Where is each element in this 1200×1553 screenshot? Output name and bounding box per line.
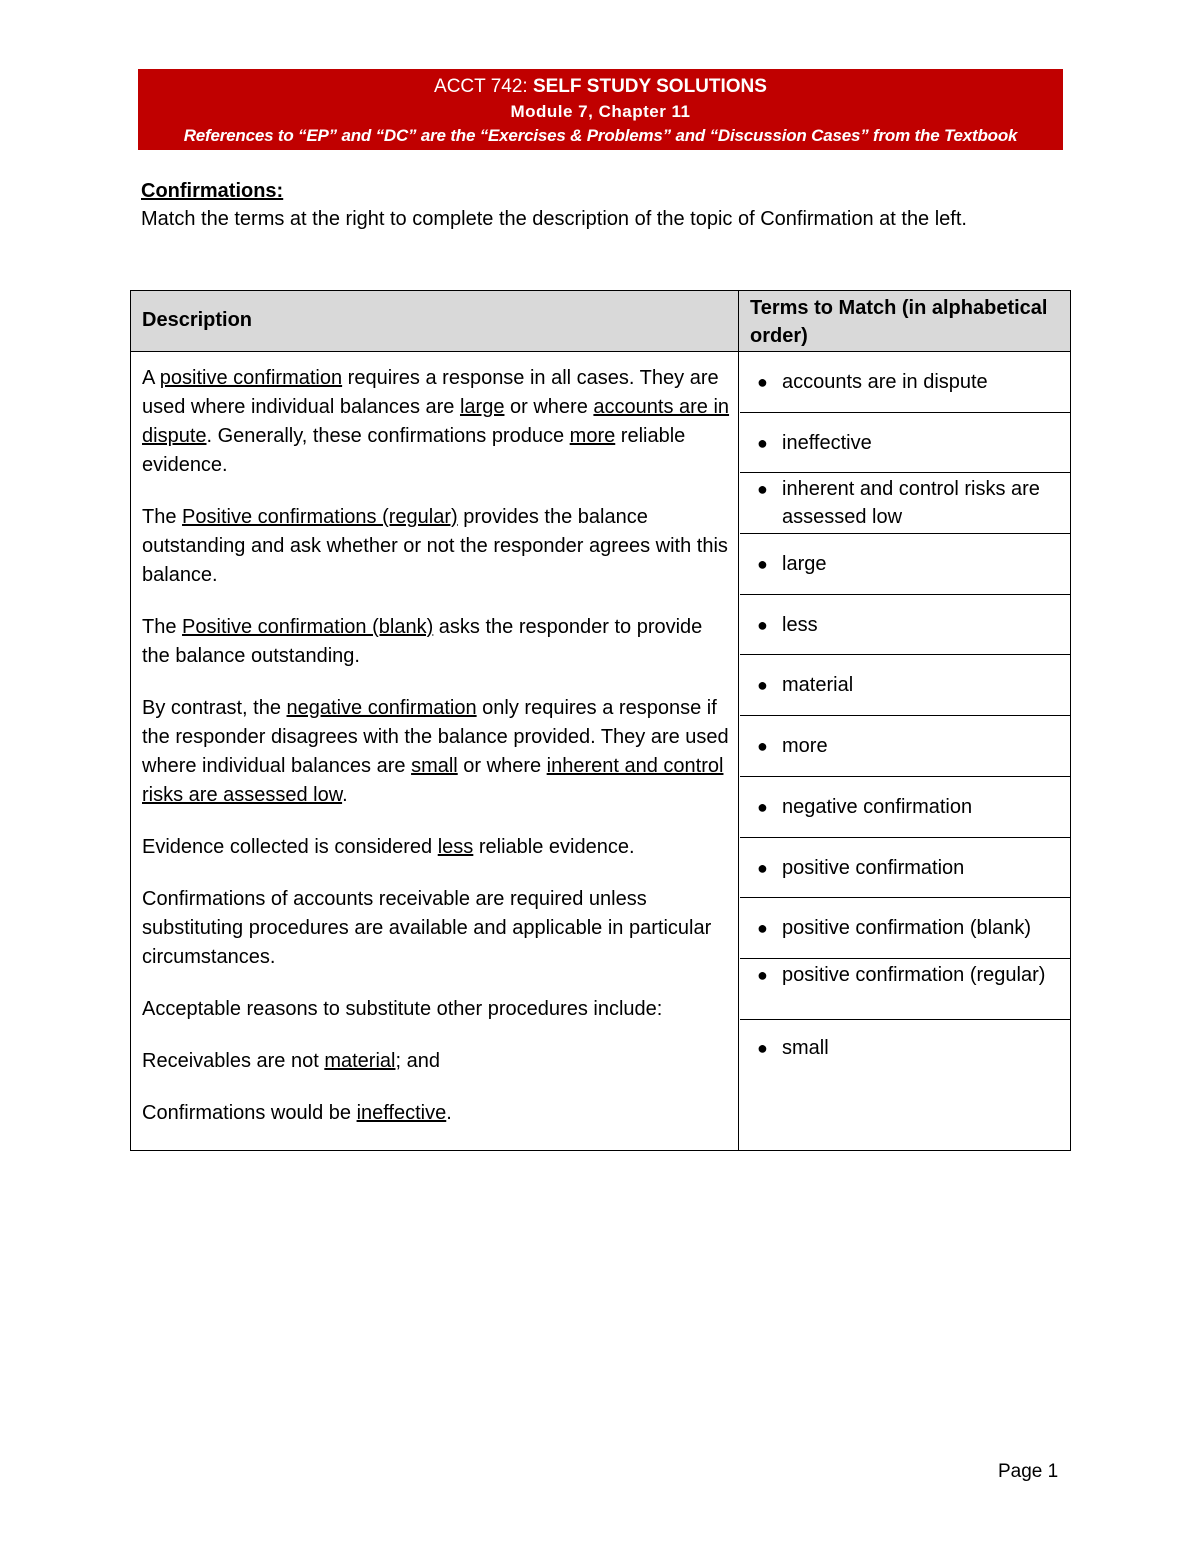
term-item xyxy=(740,595,1070,656)
term-label: less xyxy=(782,613,818,636)
bullet-icon: ● xyxy=(757,964,768,985)
module-subtitle: Module 7, Chapter 11 xyxy=(510,102,691,121)
term-item xyxy=(740,534,1070,595)
bullet-icon: ● xyxy=(757,857,768,878)
reference-note: References to “EP” and “DC” are the “Exercises & Problems” and “Discussion Cases” from the Textbook xyxy=(183,126,1018,145)
bullet-icon: ● xyxy=(757,554,768,575)
terms-list xyxy=(740,352,1070,1080)
term-label: large xyxy=(782,553,827,576)
course-code: ACCT 742: xyxy=(434,76,528,97)
bullet-icon: ● xyxy=(757,479,768,500)
page-number: Page 1 xyxy=(998,1461,1059,1482)
document-title: SELF STUDY SOLUTIONS xyxy=(532,76,767,97)
term-item xyxy=(740,413,1070,474)
description-paragraph: The Positive confirmations (regular) provides the balance outstanding and ask whether or not the responder agrees with this balance. xyxy=(142,506,728,586)
answer-term: large xyxy=(459,396,505,418)
term-label: negative confirmation xyxy=(782,795,973,818)
term-label: positive confirmation xyxy=(782,856,965,879)
column-divider xyxy=(738,291,739,1150)
description-paragraph: Evidence collected is considered less reliable evidence. xyxy=(142,836,635,858)
description-paragraph: A positive confirmation requires a response in all cases. They are used where individual balances are large or where accounts are in dispute. Generally, these confirmations produce more reliable evidence. xyxy=(142,367,730,476)
answer-term: negative confirmation xyxy=(286,697,477,719)
term-item xyxy=(740,777,1070,838)
term-label: inherent and control risks are assessed low xyxy=(782,478,1040,529)
description-cell xyxy=(142,364,732,1151)
description-paragraph: Acceptable reasons to substitute other procedures include: xyxy=(142,998,663,1020)
matching-table xyxy=(130,290,1071,1151)
header-banner xyxy=(138,69,1063,150)
term-label: material xyxy=(782,674,854,697)
term-label: positive confirmation (blank) xyxy=(782,917,1031,940)
answer-term: positive confirmation xyxy=(159,367,343,389)
term-item xyxy=(740,959,1070,1020)
term-item xyxy=(740,655,1070,716)
term-label: ineffective xyxy=(782,431,872,454)
answer-term: material xyxy=(324,1050,396,1072)
description-paragraph: Receivables are not material; and xyxy=(142,1050,440,1072)
bullet-icon: ● xyxy=(757,736,768,757)
term-label: more xyxy=(782,735,828,758)
answer-term: less xyxy=(437,836,474,858)
bullet-icon: ● xyxy=(757,675,768,696)
description-paragraph: The Positive confirmation (blank) asks the responder to provide the balance outstanding. xyxy=(142,616,703,667)
column-header-terms: Terms to Match (in alphabetical order) xyxy=(750,297,1048,347)
description-paragraph: Confirmations of accounts receivable are required unless substituting procedures are available and applicable in particular circumstances. xyxy=(142,888,712,968)
section-instructions: Match the terms at the right to complete the description of the topic of Confirmation at the left. xyxy=(141,208,967,230)
term-item xyxy=(740,473,1070,534)
answer-term: small xyxy=(411,755,458,777)
answer-term: Positive confirmation (blank) xyxy=(182,616,434,638)
term-item xyxy=(740,1020,1070,1081)
term-label: accounts are in dispute xyxy=(782,371,988,393)
term-item xyxy=(740,838,1070,899)
bullet-icon: ● xyxy=(757,918,768,939)
bullet-icon: ● xyxy=(757,796,768,817)
term-item xyxy=(740,352,1070,413)
description-paragraph: By contrast, the negative confirmation only requires a response if the responder disagrees with the balance provided. They are used where individual balances are small or where inherent and control risks are assessed low. xyxy=(142,697,729,806)
header-title-line xyxy=(138,75,1063,99)
bullet-icon: ● xyxy=(757,1037,768,1058)
column-header-description: Description xyxy=(142,309,253,331)
description-paragraph: Confirmations would be ineffective. xyxy=(142,1102,452,1124)
bullet-icon: ● xyxy=(757,372,768,392)
term-label: positive confirmation (regular) xyxy=(782,963,1046,986)
section-title: Confirmations: xyxy=(141,180,284,202)
answer-term: accounts are in dispute xyxy=(142,396,730,447)
bullet-icon: ● xyxy=(757,614,768,635)
term-label: small xyxy=(782,1036,829,1059)
term-item xyxy=(740,898,1070,959)
term-item xyxy=(740,716,1070,777)
answer-term: inherent and control risks are assessed low xyxy=(142,755,724,806)
answer-term: ineffective xyxy=(356,1102,447,1124)
answer-term: more xyxy=(569,425,616,447)
bullet-icon: ● xyxy=(757,432,768,453)
answer-term: Positive confirmations (regular) xyxy=(182,506,458,528)
